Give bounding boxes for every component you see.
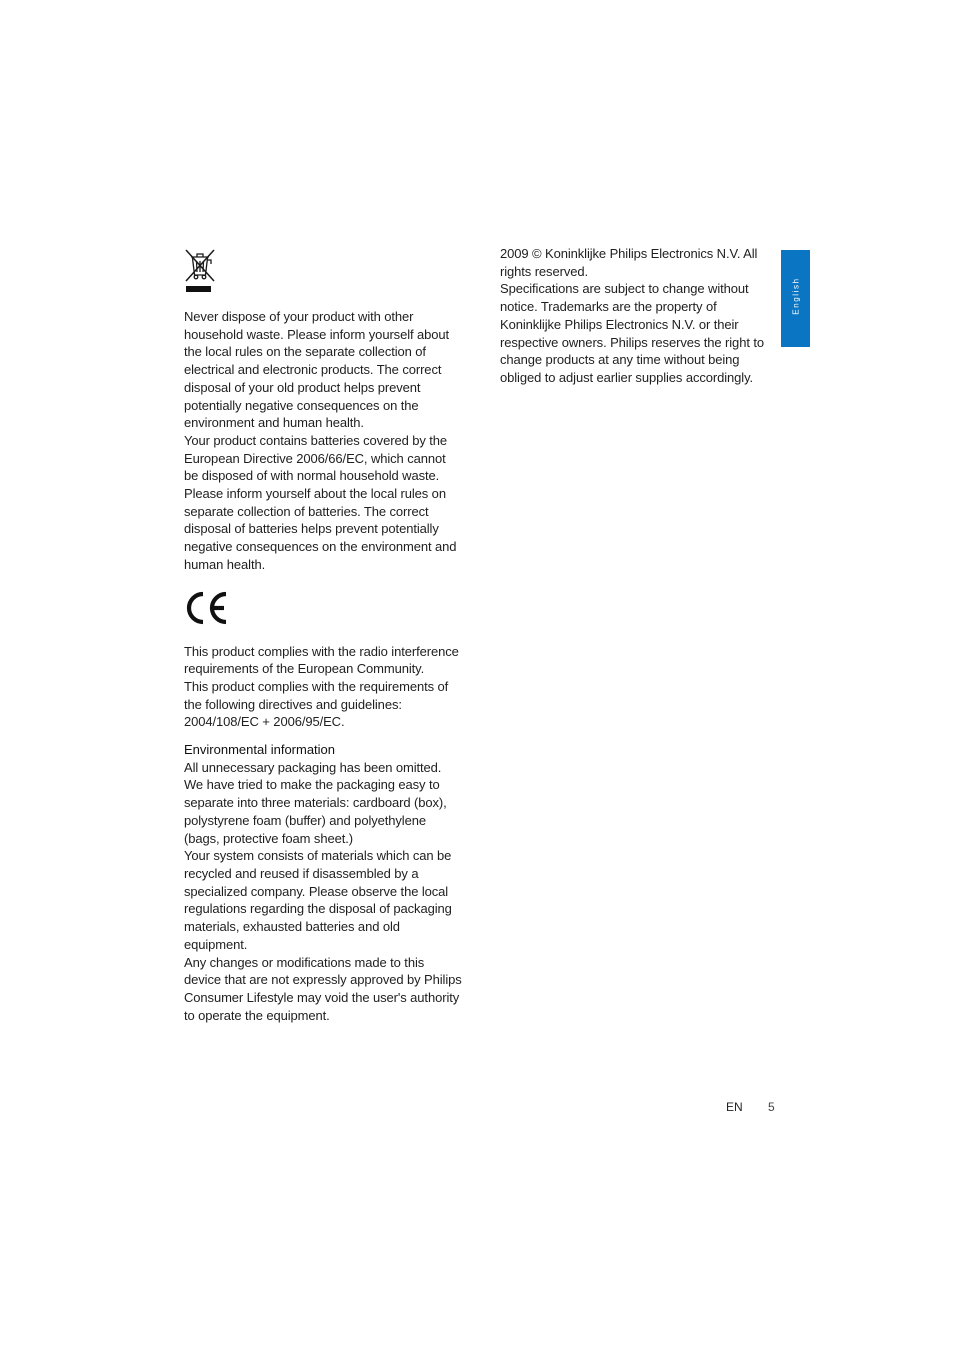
battery-paragraph: Your product contains batteries covered by the European Directive 2006/66/EC, which cannot be disposed of with normal household waste. [184, 432, 448, 484]
disposal-paragraph: Never dispose of your product with other household waste. Please inform yourself about the local rules on the separate collection of electrical and electronic products. The correct disposal of your old product helps prevent potentially negative consequences on the environment and human health. [184, 309, 450, 431]
page-footer [726, 1100, 775, 1114]
copyright-paragraph: 2009 © Koninklijke Philips Electronics N.V. All rights reserved. [500, 246, 758, 279]
recycling-paragraph: Your system consists of materials which can be recycled and reused if disassembled by a specialized company. Please observe the local regulations regarding the disposal of packaging materials, exhausted batteries and old equipment. [184, 848, 452, 952]
left-column [184, 248, 462, 1024]
right-column [500, 245, 772, 387]
modifications-paragraph: Any changes or modifications made to this device that are not expressly approved by Philips Consumer Lifestyle may void the user's authority to operate the equipment. [184, 954, 462, 1023]
language-tab-label: English [791, 277, 800, 315]
specifications-paragraph: Specifications are subject to change without notice. Trademarks are the property of Koninklijke Philips Electronics N.V. or their respective owners. Philips reserves the right to change products at any time without being obliged to adjust earlier supplies accordingly. [500, 281, 764, 385]
page-number: 5 [768, 1100, 775, 1114]
directives-paragraph: This product complies with the requirements of the following directives and guidelines: 2004/108/EC + 2006/95/EC. [184, 678, 449, 730]
crossed-out-wheelie-bin-icon [184, 248, 216, 296]
radio-interference-paragraph: This product complies with the radio interference requirements of the European Community. [184, 643, 459, 677]
packaging-paragraph: All unnecessary packaging has been omitted. We have tried to make the packaging easy to separate into three materials: cardboard (box), polystyrene foam (buffer) and polyethylene (bags, protective foam sheet.) [184, 759, 447, 846]
ce-mark-icon [184, 590, 230, 626]
environmental-heading: Environmental information [184, 742, 336, 758]
language-tab [781, 250, 810, 347]
battery-rules-paragraph: Please inform yourself about the local rules on separate collection of batteries. The correct disposal of batteries helps prevent potentially negative consequences on the environment and human health. [184, 486, 457, 572]
footer-language-code: EN [726, 1100, 743, 1114]
